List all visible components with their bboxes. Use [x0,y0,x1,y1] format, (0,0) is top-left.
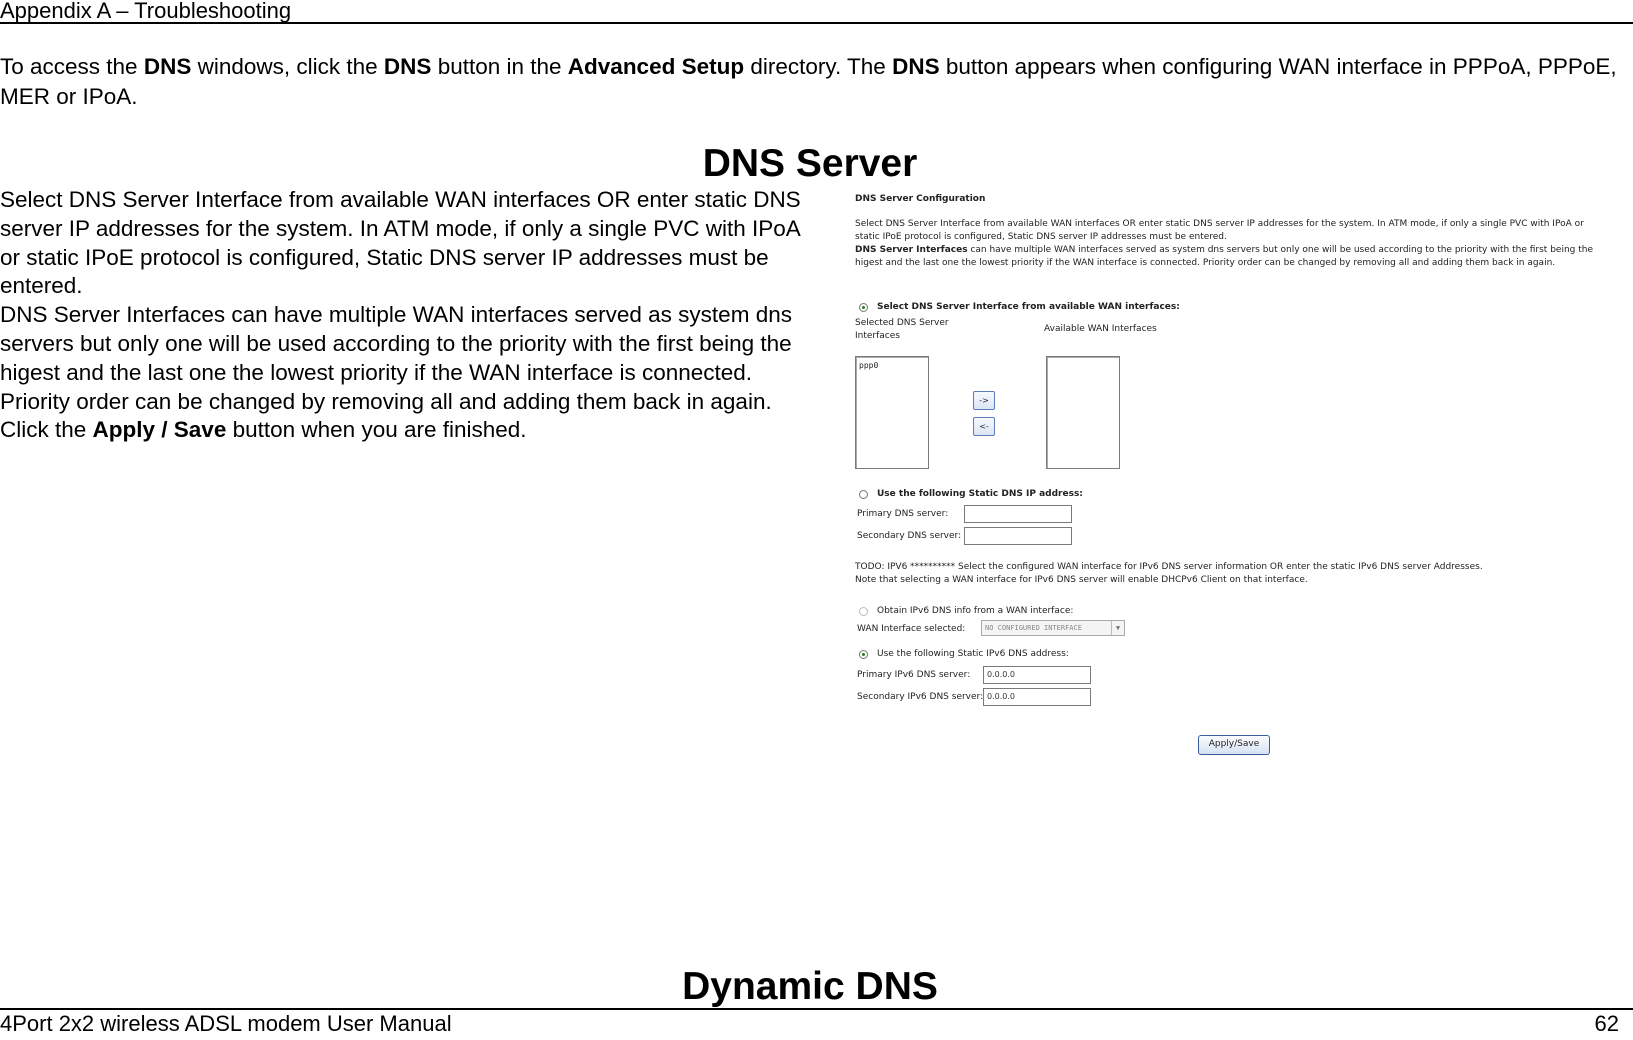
radio-select-interface-label: Select DNS Server Interface from available WAN interfaces: [877,302,1180,312]
radio-static-ipv6-dns-label: Use the following Static IPv6 DNS address: [877,649,1069,659]
description-paragraph-2 [0,301,820,445]
secondary-dns-label: Secondary DNS server: [857,531,962,541]
radio-static-ipv6-dns[interactable] [859,650,868,659]
config-description-bold: DNS Server Interfaces [855,245,968,255]
chevron-down-icon: ▼ [1111,621,1124,635]
footer-manual-title: 4Port 2x2 wireless ADSL modem User Manual [0,1011,452,1036]
radio-static-dns[interactable] [859,490,868,499]
radio-obtain-ipv6-dns-label: Obtain IPv6 DNS info from a WAN interface: [877,606,1074,616]
radio-select-interface[interactable] [859,303,868,312]
dns-config-screenshot [848,193,1633,793]
page-header [0,0,1633,24]
secondary-ipv6-dns-label: Secondary IPv6 DNS server: [857,692,984,702]
add-interface-button[interactable]: -> [973,391,995,410]
config-description-text: can have multiple WAN interfaces served as system dns servers but only one will be used according to the priority with the first being the higest and the last one the lowest priority if the WAN interface is connected. Priority order can be changed by removing all and adding them back in again. [855,245,1593,268]
description-text: button when you are finished. [226,417,527,443]
config-description-1: Select DNS Server Interface from available WAN interfaces OR enter static DNS server IP addresses for the system. In ATM mode, if only a single PVC with IPoA or static IPoE protocol is configured, Static DNS server IP addresses must be entered. [855,219,1584,242]
secondary-dns-input[interactable] [964,527,1072,545]
selected-interfaces-label-line1: Selected DNS Server [855,318,949,328]
primary-dns-input[interactable] [964,505,1072,523]
intro-bold: DNS [383,54,432,79]
remove-interface-button[interactable]: <- [973,417,995,436]
available-interfaces-label: Available WAN Interfaces [1044,324,1157,334]
page-number: 62 [1594,1011,1619,1036]
primary-ipv6-dns-input[interactable]: 0.0.0.0 [983,666,1091,684]
apply-save-reference: Apply / Save [92,417,227,443]
wan-interface-selected-label: WAN Interface selected: [857,624,966,634]
selected-interfaces-label-line2: Interfaces [855,331,900,341]
secondary-ipv6-dns-input[interactable]: 0.0.0.0 [983,688,1091,706]
radio-static-dns-label: Use the following Static DNS IP address: [877,489,1083,499]
header-title: Appendix A – Troubleshooting [0,0,292,23]
intro-text: To access the [0,54,144,79]
intro-text: button in the [431,54,568,79]
primary-ipv6-dns-label: Primary IPv6 DNS server: [857,670,971,680]
apply-save-button[interactable]: Apply/Save [1198,735,1270,755]
wan-interface-select-value: NO CONFIGURED INTERFACE [985,624,1082,632]
list-item[interactable]: ppp0 [859,361,879,370]
selected-interfaces-list[interactable] [855,356,929,469]
config-description-2 [855,244,1600,270]
description-text: DNS Server Interfaces can have multiple WAN interfaces served as system dns servers but only one will be used according to the priority with the first being the higest and the last one the lowest priority if the WAN interface is connected. Priority order can be changed by removing all and adding them back in again. Click the [0,302,792,443]
intro-text: directory. The [744,54,893,79]
section-title-dynamic-dns: Dynamic DNS [682,965,938,1008]
intro-bold: Advanced Setup [567,54,745,79]
section-title: DNS Server [702,142,918,185]
selected-interfaces-label [855,317,949,343]
intro-text: button appears when configuring WAN interface in PPPoA, PPPoE, MER or IPoA. [0,54,1617,109]
ipv6-todo-note: TODO: IPV6 ********** Select the configured WAN interface for IPv6 DNS server information OR enter the static IPv6 DNS server Addresses. [855,562,1483,572]
radio-obtain-ipv6-dns[interactable] [859,607,868,616]
primary-dns-label: Primary DNS server: [857,509,949,519]
intro-text: windows, click the [191,54,384,79]
intro-paragraph [0,52,1625,112]
intro-bold: DNS [892,54,940,79]
description-paragraph-1: Select DNS Server Interface from available WAN interfaces OR enter static DNS server IP addresses for the system. In ATM mode, if only a single PVC with IPoA or static IPoE protocol is configured, Static DNS server IP addresses must be entered. [0,187,801,299]
wan-interface-select[interactable] [981,620,1125,636]
available-interfaces-list[interactable] [1046,356,1120,469]
description [0,186,820,445]
ipv6-dhcp-note: Note that selecting a WAN interface for IPv6 DNS server will enable DHCPv6 Client on that interface. [855,575,1308,585]
intro-bold: DNS [143,54,192,79]
page-footer [0,1008,1633,1040]
config-title: DNS Server Configuration [855,194,986,204]
